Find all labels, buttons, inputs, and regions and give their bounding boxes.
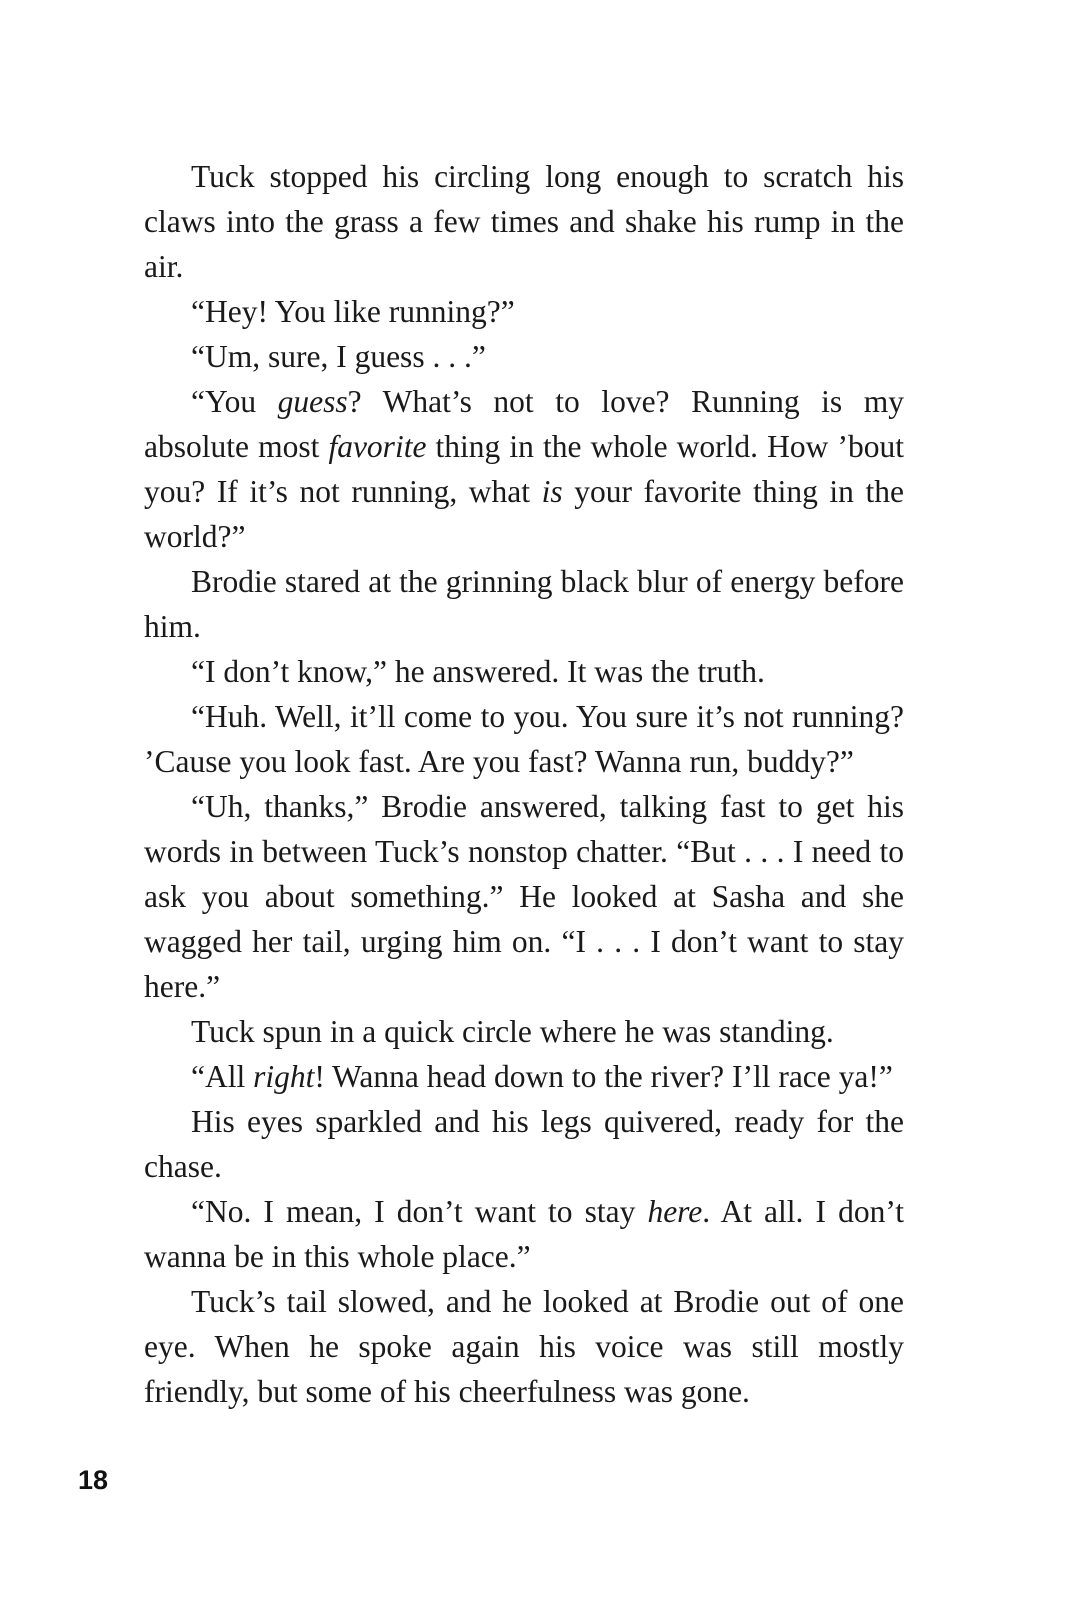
text-run: “You (191, 384, 278, 419)
text-run: ! Wanna head down to the river? I’ll race ya!” (314, 1059, 893, 1094)
paragraph (144, 559, 904, 649)
paragraph (144, 379, 904, 559)
paragraph (144, 694, 904, 784)
italic-text: right (253, 1059, 315, 1094)
paragraph (144, 289, 904, 334)
text-run: thing in the whole world. How ’bout you? If it’s not running, what (144, 429, 904, 509)
italic-text: favorite (328, 429, 427, 464)
text-run: Brodie stared at the grinning black blur of energy before him. (144, 564, 904, 644)
text-run: “Uh, thanks,” Brodie answered, talking fast to get his words in between Tuck’s nonstop chatter. “But . . . I need to ask you about something.” He looked at Sasha and she wagged her tail, urging him on. “I . . . I don’t want to stay here.” (144, 789, 904, 1004)
text-run: “Hey! You like running?” (191, 294, 515, 329)
italic-text: here (647, 1194, 703, 1229)
page-number: 18 (78, 1465, 109, 1495)
paragraph (144, 1189, 904, 1279)
italic-text: is (541, 474, 563, 509)
text-run: ? What’s not to love? Running is my absolute most (144, 384, 904, 464)
paragraph (144, 784, 904, 1009)
text-run: “Huh. Well, it’ll come to you. You sure it’s not running? ’Cause you look fast. Are you fast? Wanna run, buddy?” (144, 699, 904, 779)
text-run: “I don’t know,” he answered. It was the truth. (191, 654, 765, 689)
text-run: “All (191, 1059, 254, 1094)
text-run: Tuck’s tail slowed, and he looked at Brodie out of one eye. When he spoke again his voice was still mostly friendly, but some of his cheerfulness was gone. (144, 1284, 904, 1409)
body-text (144, 154, 904, 1414)
text-run: Tuck spun in a quick circle where he was standing. (191, 1014, 834, 1049)
text-run: His eyes sparkled and his legs quivered, ready for the chase. (144, 1104, 904, 1184)
italic-text: guess (277, 384, 348, 419)
paragraph (144, 334, 904, 379)
paragraph (144, 649, 904, 694)
text-run: Tuck stopped his circling long enough to scratch his claws into the grass a few times and shake his rump in the air. (144, 159, 904, 284)
text-run: . At all. I don’t wanna be in this whole place.” (144, 1194, 904, 1274)
paragraph (144, 1279, 904, 1414)
paragraph (144, 1009, 904, 1054)
paragraph (144, 1099, 904, 1189)
paragraph (144, 1054, 904, 1099)
text-run: your favorite thing in the world?” (144, 474, 904, 554)
paragraph (144, 154, 904, 289)
text-run: “No. I mean, I don’t want to stay (191, 1194, 648, 1229)
text-run: “Um, sure, I guess . . .” (191, 339, 486, 374)
